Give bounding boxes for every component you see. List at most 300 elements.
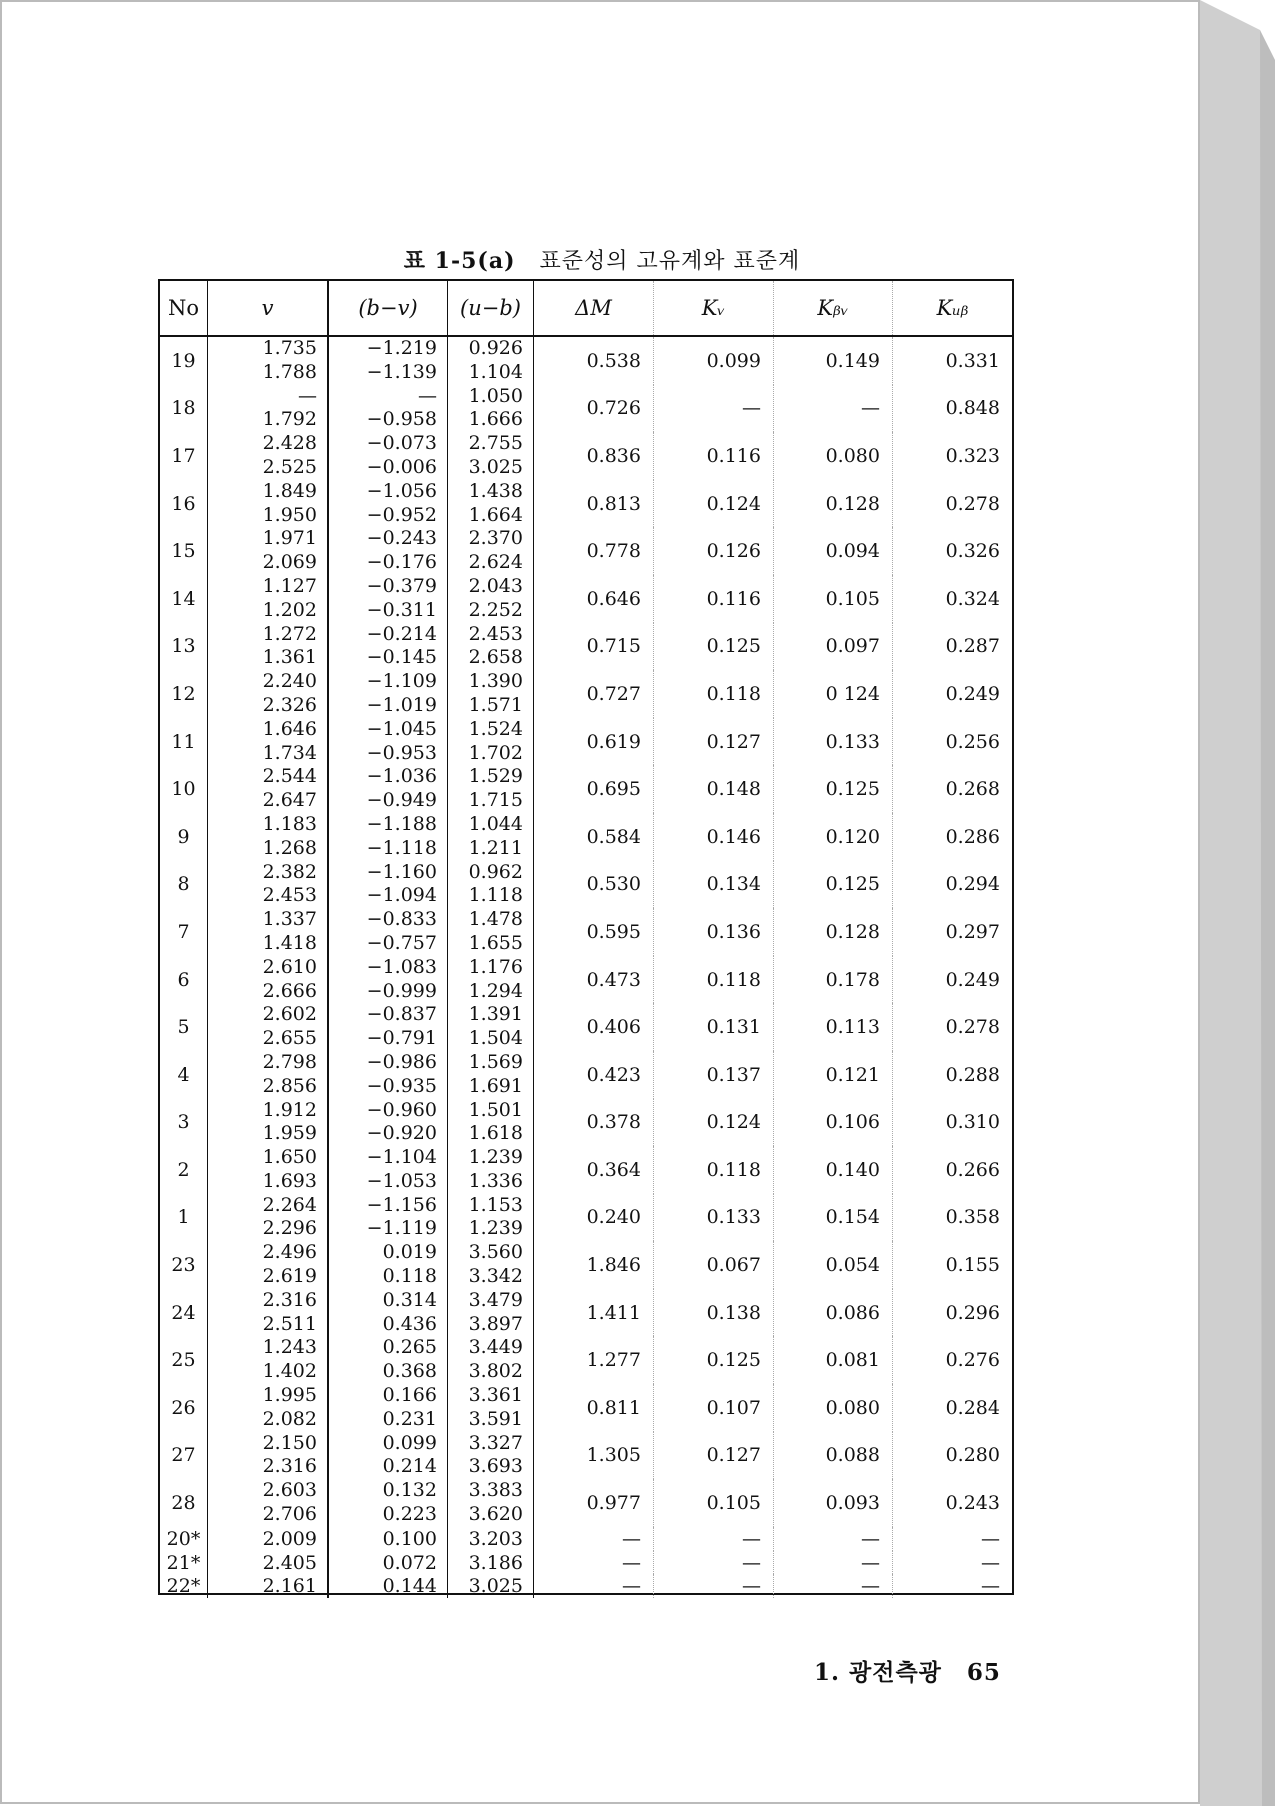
table-row: [160, 1289, 1012, 1337]
table-row: [160, 813, 1012, 861]
cell-ub-value: 3.591: [468, 1407, 523, 1430]
cell-no: 13: [160, 623, 208, 671]
cell-ub: [448, 765, 534, 813]
cell-ub-value: 1.050: [468, 384, 523, 407]
cell-kbv: 0.097: [774, 623, 893, 671]
cell-kv: 0.127: [654, 718, 774, 766]
cell-ub: [448, 1336, 534, 1384]
table-row: [160, 1003, 1012, 1051]
cell-kub: 0.848: [945, 397, 1000, 420]
cell-ub: [448, 1551, 534, 1575]
cell-bv-value: −0.311: [366, 598, 437, 621]
cell-dm: 0.530: [534, 861, 654, 909]
cell-v: [208, 1003, 329, 1051]
cell-kbv: 0.054: [774, 1241, 893, 1289]
cell-dm: 0.423: [534, 1051, 654, 1099]
cell-v-value: 2.706: [262, 1503, 317, 1526]
cell-v-value: 2.666: [262, 979, 317, 1002]
cell-kbv: 0.121: [774, 1051, 893, 1099]
cell-kv: 0.131: [654, 1003, 774, 1051]
table-row: [160, 1551, 1012, 1575]
cell-ub-value: 2.453: [468, 622, 523, 645]
cell-ub: [448, 908, 534, 956]
cell-v-value: 2.326: [262, 693, 317, 716]
cell-no: 3: [160, 1099, 208, 1147]
cell-dm: 0.406: [534, 1003, 654, 1051]
cell-ub: [448, 1051, 534, 1099]
cell-ub: [448, 1432, 534, 1480]
cell-ub-value: 2.658: [468, 646, 523, 669]
cell-no: 21*: [160, 1551, 208, 1575]
cell-dm: 0.646: [534, 575, 654, 623]
cell-bv-value: −0.986: [366, 1050, 437, 1073]
cell-v-value: 1.959: [262, 1122, 317, 1145]
cell-dm: 0.811: [534, 1384, 654, 1432]
cell-v-value: 1.792: [262, 408, 317, 431]
table-row: [160, 1099, 1012, 1147]
cell-bv-value: −1.119: [366, 1217, 437, 1240]
cell-v: [208, 813, 329, 861]
cell-v: [208, 670, 329, 718]
cell-ub-value: 1.666: [468, 408, 523, 431]
cell-dm: 0.726: [534, 385, 654, 433]
cell-kbv: 0 124: [774, 670, 893, 718]
cell-no: 12: [160, 670, 208, 718]
cell-dm: 0.364: [534, 1146, 654, 1194]
cell-no: 28: [160, 1479, 208, 1527]
page-number: 65: [966, 1659, 1001, 1686]
cell-v-value: 1.788: [262, 360, 317, 383]
cell-ub-value: 1.176: [468, 955, 523, 978]
cell-bv-value: −1.118: [366, 836, 437, 859]
cell-bv-value: 0.214: [382, 1455, 437, 1478]
cell-kv: 0.136: [654, 908, 774, 956]
cell-bv-value: 0.314: [382, 1288, 437, 1311]
cell-v: [208, 1241, 329, 1289]
cell-bv-value: −0.073: [366, 432, 437, 455]
cell-bv-value: −0.006: [366, 455, 437, 478]
cell-v-value: 1.268: [262, 836, 317, 859]
cell-v: [208, 1336, 329, 1384]
cell-no: 20*: [160, 1527, 208, 1551]
cell-kub: 0.297: [945, 920, 1000, 943]
cell-kub: 0.268: [945, 778, 1000, 801]
cell-ub-value: 1.239: [468, 1217, 523, 1240]
cell-bv: [329, 765, 448, 813]
cell-v: [208, 1527, 329, 1551]
cell-kub: 0.323: [945, 444, 1000, 467]
cell-kv: 0.138: [654, 1289, 774, 1337]
header-kub: Kᵤᵦ: [936, 296, 969, 320]
cell-no: 16: [160, 480, 208, 528]
cell-ub: [448, 623, 534, 671]
cell-v: [208, 432, 329, 480]
cell-v-value: 1.693: [262, 1169, 317, 1192]
cell-v-value: 1.735: [262, 337, 317, 359]
cell-kub: 0.278: [945, 492, 1000, 515]
cell-bv-value: 0.436: [382, 1312, 437, 1335]
cell-v-value: 1.202: [262, 598, 317, 621]
cell-v-value: 2.603: [262, 1479, 317, 1502]
table-row: [160, 527, 1012, 575]
cell-v-value: 2.798: [262, 1050, 317, 1073]
cell-kbv: —: [774, 1527, 893, 1551]
cell-kv: 0.148: [654, 765, 774, 813]
cell-ub-value: 3.203: [468, 1527, 523, 1550]
cell-bv-value: −0.243: [366, 527, 437, 550]
cell-kbv: 0.149: [774, 337, 893, 385]
table-row: [160, 1574, 1012, 1598]
cell-ub-value: 1.618: [468, 1122, 523, 1145]
cell-ub: [448, 1003, 534, 1051]
header-kv: Kᵥ: [654, 281, 774, 335]
cell-v-value: 1.995: [262, 1384, 317, 1407]
cell-bv-value: −1.056: [366, 479, 437, 502]
cell-kbv: 0.154: [774, 1194, 893, 1242]
cell-bv-value: 0.166: [382, 1384, 437, 1407]
cell-bv-value: −0.757: [366, 931, 437, 954]
cell-bv-value: −0.953: [366, 741, 437, 764]
cell-kbv: 0.178: [774, 956, 893, 1004]
cell-v-value: 1.912: [262, 1098, 317, 1121]
cell-ub-value: 3.361: [468, 1384, 523, 1407]
cell-ub: [448, 575, 534, 623]
table-row: [160, 623, 1012, 671]
cell-v-value: 2.240: [262, 670, 317, 693]
cell-kub: 0.296: [945, 1301, 1000, 1324]
cell-bv-value: −1.104: [366, 1146, 437, 1169]
cell-kbv: 0.106: [774, 1099, 893, 1147]
cell-kv: 0.107: [654, 1384, 774, 1432]
cell-bv-value: 0.132: [382, 1479, 437, 1502]
cell-v-value: 2.619: [262, 1265, 317, 1288]
cell-v-value: 2.544: [262, 765, 317, 788]
cell-kv: 0.137: [654, 1051, 774, 1099]
cell-v-value: 2.069: [262, 551, 317, 574]
cell-ub-value: 3.560: [468, 1241, 523, 1264]
cell-bv: [329, 480, 448, 528]
cell-v: [208, 1051, 329, 1099]
cell-bv: [329, 1051, 448, 1099]
cell-bv: [329, 1384, 448, 1432]
cell-ub: [448, 337, 534, 385]
table-row: [160, 1384, 1012, 1432]
cell-v-value: 1.646: [262, 717, 317, 740]
cell-v-value: 2.316: [262, 1288, 317, 1311]
cell-ub-value: 3.479: [468, 1288, 523, 1311]
cell-kub: 0.358: [945, 1206, 1000, 1229]
cell-ub: [448, 956, 534, 1004]
cell-ub-value: 1.655: [468, 931, 523, 954]
cell-kub: 0.284: [945, 1396, 1000, 1419]
cell-bv-value: −1.045: [366, 717, 437, 740]
table-row: [160, 1241, 1012, 1289]
cell-ub-value: 2.252: [468, 598, 523, 621]
cell-dm: 0.378: [534, 1099, 654, 1147]
cell-v: [208, 908, 329, 956]
cell-ub-value: 1.294: [468, 979, 523, 1002]
cell-v: [208, 861, 329, 909]
cell-ub-value: 3.383: [468, 1479, 523, 1502]
cell-bv: [329, 861, 448, 909]
cell-ub: [448, 1527, 534, 1551]
cell-kub: 0.266: [945, 1158, 1000, 1181]
cell-v: [208, 765, 329, 813]
cell-ub-value: 1.529: [468, 765, 523, 788]
cell-bv: [329, 1241, 448, 1289]
cell-ub: [448, 385, 534, 433]
cell-kub: 0.288: [945, 1063, 1000, 1086]
cell-dm: 0.977: [534, 1479, 654, 1527]
cell-ub: [448, 718, 534, 766]
cell-dm: 1.846: [534, 1241, 654, 1289]
cell-bv-value: −1.219: [366, 337, 437, 359]
cell-bv-value: −1.160: [366, 860, 437, 883]
cell-bv: [329, 1289, 448, 1337]
table-row: [160, 956, 1012, 1004]
cell-v: [208, 1289, 329, 1337]
cell-bv: [329, 385, 448, 433]
cell-bv: [329, 670, 448, 718]
cell-ub: [448, 1574, 534, 1598]
cell-kub: 0.243: [945, 1492, 1000, 1515]
table-row: [160, 480, 1012, 528]
cell-bv-value: −1.053: [366, 1169, 437, 1192]
cell-v-value: 1.734: [262, 741, 317, 764]
cell-no: 14: [160, 575, 208, 623]
cell-v-value: 2.647: [262, 789, 317, 812]
cell-v: [208, 1479, 329, 1527]
cell-bv: [329, 1336, 448, 1384]
table-row: [160, 337, 1012, 385]
cell-v: [208, 1551, 329, 1575]
cell-v: [208, 718, 329, 766]
cell-bv-value: −1.019: [366, 693, 437, 716]
cell-kbv: 0.094: [774, 527, 893, 575]
cell-bv: [329, 908, 448, 956]
cell-no: 24: [160, 1289, 208, 1337]
cell-no: 27: [160, 1432, 208, 1480]
cell-ub-value: 1.691: [468, 1074, 523, 1097]
cell-ub-value: 3.620: [468, 1503, 523, 1526]
table-row: [160, 1479, 1012, 1527]
cell-bv-value: −0.949: [366, 789, 437, 812]
cell-bv-value: −0.176: [366, 551, 437, 574]
cell-v-value: 2.655: [262, 1027, 317, 1050]
cell-ub-value: 1.524: [468, 717, 523, 740]
cell-v-value: 2.405: [262, 1551, 317, 1574]
cell-ub: [448, 861, 534, 909]
table-row: [160, 765, 1012, 813]
cell-bv-value: 0.118: [382, 1265, 437, 1288]
cell-bv-value: −0.833: [366, 908, 437, 931]
cell-v: [208, 337, 329, 385]
cell-ub-value: 1.044: [468, 812, 523, 835]
cell-v: [208, 1432, 329, 1480]
cell-bv-value: −0.379: [366, 574, 437, 597]
cell-ub: [448, 1479, 534, 1527]
cell-v: [208, 1384, 329, 1432]
cell-kv: 0.116: [654, 575, 774, 623]
table-row: [160, 861, 1012, 909]
cell-no: 9: [160, 813, 208, 861]
cell-kv: 0.133: [654, 1194, 774, 1242]
cell-bv-value: 0.231: [382, 1407, 437, 1430]
cell-dm: —: [534, 1551, 654, 1575]
cell-v-value: 2.264: [262, 1193, 317, 1216]
cell-no: 10: [160, 765, 208, 813]
cell-ub-value: 1.478: [468, 908, 523, 931]
cell-ub-value: 2.370: [468, 527, 523, 550]
cell-v-value: 1.361: [262, 646, 317, 669]
cell-ub: [448, 527, 534, 575]
cell-kub: 0.331: [945, 349, 1000, 372]
page-edge-shadow: [1200, 0, 1275, 1806]
table-row: [160, 718, 1012, 766]
cell-kv: 0.118: [654, 956, 774, 1004]
cell-bv-value: −1.083: [366, 955, 437, 978]
cell-kbv: 0.080: [774, 1384, 893, 1432]
cell-kub: 0.249: [945, 968, 1000, 991]
cell-no: 15: [160, 527, 208, 575]
cell-v-value: 2.610: [262, 955, 317, 978]
cell-kv: 0.099: [654, 337, 774, 385]
cell-ub: [448, 1194, 534, 1242]
cell-v: [208, 575, 329, 623]
table-row: [160, 1527, 1012, 1551]
cell-kbv: 0.093: [774, 1479, 893, 1527]
cell-kbv: 0.125: [774, 765, 893, 813]
footer-section: 1. 광전측광: [814, 1659, 942, 1686]
cell-v-value: 2.296: [262, 1217, 317, 1240]
cell-kv: —: [654, 1551, 774, 1575]
cell-no: 26: [160, 1384, 208, 1432]
cell-ub-value: 3.449: [468, 1336, 523, 1359]
cell-kbv: 0.125: [774, 861, 893, 909]
cell-kub: 0.276: [945, 1349, 1000, 1372]
cell-kbv: 0.128: [774, 908, 893, 956]
cell-no: 6: [160, 956, 208, 1004]
cell-ub-value: 3.025: [468, 455, 523, 478]
table-body: [160, 337, 1012, 1598]
cell-bv: [329, 813, 448, 861]
cell-v: [208, 956, 329, 1004]
cell-kbv: 0.133: [774, 718, 893, 766]
header-u-b: (u−b): [448, 281, 534, 335]
cell-ub-value: 1.569: [468, 1050, 523, 1073]
cell-v-value: 1.337: [262, 908, 317, 931]
cell-kv: 0.134: [654, 861, 774, 909]
cell-dm: 1.305: [534, 1432, 654, 1480]
cell-dm: 0.595: [534, 908, 654, 956]
table-caption: [2, 244, 1202, 275]
cell-ub-value: 1.501: [468, 1098, 523, 1121]
cell-ub-value: 1.239: [468, 1146, 523, 1169]
table-row: [160, 385, 1012, 433]
cell-no: 23: [160, 1241, 208, 1289]
cell-bv-value: 0.099: [382, 1431, 437, 1454]
cell-bv: [329, 1527, 448, 1551]
cell-v-value: 2.453: [262, 884, 317, 907]
cell-kub: 0.326: [945, 540, 1000, 563]
cell-bv-value: 0.072: [382, 1551, 437, 1574]
cell-bv-value: —: [418, 384, 437, 407]
cell-v: [208, 385, 329, 433]
cell-ub-value: 1.715: [468, 789, 523, 812]
cell-kbv: 0.080: [774, 432, 893, 480]
cell-ub-value: 1.571: [468, 693, 523, 716]
cell-ub: [448, 670, 534, 718]
cell-bv: [329, 1432, 448, 1480]
cell-v-value: 2.082: [262, 1407, 317, 1430]
cell-ub-value: 2.043: [468, 574, 523, 597]
cell-bv: [329, 1146, 448, 1194]
cell-ub-value: 2.624: [468, 551, 523, 574]
cell-kbv: —: [774, 1574, 893, 1598]
cell-bv-value: −0.952: [366, 503, 437, 526]
cell-no: 25: [160, 1336, 208, 1384]
cell-dm: 0.715: [534, 623, 654, 671]
cell-kub: —: [981, 1575, 1000, 1598]
page-footer: [814, 1654, 1001, 1687]
table-row: [160, 1194, 1012, 1242]
cell-kbv: —: [774, 385, 893, 433]
cell-ub-value: 3.897: [468, 1312, 523, 1335]
cell-ub-value: 0.962: [468, 860, 523, 883]
cell-kv: 0.124: [654, 1099, 774, 1147]
cell-bv: [329, 337, 448, 385]
cell-bv-value: −0.837: [366, 1003, 437, 1026]
cell-kbv: 0.088: [774, 1432, 893, 1480]
table-row: [160, 670, 1012, 718]
cell-v-value: 2.150: [262, 1431, 317, 1454]
cell-dm: —: [534, 1574, 654, 1598]
cell-ub: [448, 813, 534, 861]
table-title: 표준성의 고유계와 표준계: [539, 249, 801, 274]
cell-kv: 0.116: [654, 432, 774, 480]
cell-v-value: 2.602: [262, 1003, 317, 1026]
cell-v-value: 2.428: [262, 432, 317, 455]
cell-ub-value: 3.186: [468, 1551, 523, 1574]
header-v: v: [208, 281, 329, 335]
cell-kub: 0.324: [945, 587, 1000, 610]
cell-v: [208, 623, 329, 671]
cell-dm: 0.695: [534, 765, 654, 813]
cell-ub: [448, 1289, 534, 1337]
cell-bv: [329, 956, 448, 1004]
cell-v-value: —: [298, 384, 317, 407]
cell-ub-value: 1.153: [468, 1193, 523, 1216]
table-row: [160, 1051, 1012, 1099]
cell-bv: [329, 1551, 448, 1575]
cell-no: 18: [160, 385, 208, 433]
cell-kv: —: [654, 1527, 774, 1551]
header-b-v: (b−v): [329, 281, 448, 335]
cell-bv-value: −1.094: [366, 884, 437, 907]
cell-kub: 0.294: [945, 873, 1000, 896]
cell-bv: [329, 527, 448, 575]
cell-v-value: 1.650: [262, 1146, 317, 1169]
cell-dm: 0.538: [534, 337, 654, 385]
cell-bv-value: −0.791: [366, 1027, 437, 1050]
cell-ub: [448, 432, 534, 480]
cell-bv-value: −0.214: [366, 622, 437, 645]
cell-dm: —: [534, 1527, 654, 1551]
cell-kv: 0.118: [654, 670, 774, 718]
header-kbv: Kᵦᵥ: [774, 281, 893, 335]
cell-bv: [329, 1574, 448, 1598]
cell-no: 2: [160, 1146, 208, 1194]
